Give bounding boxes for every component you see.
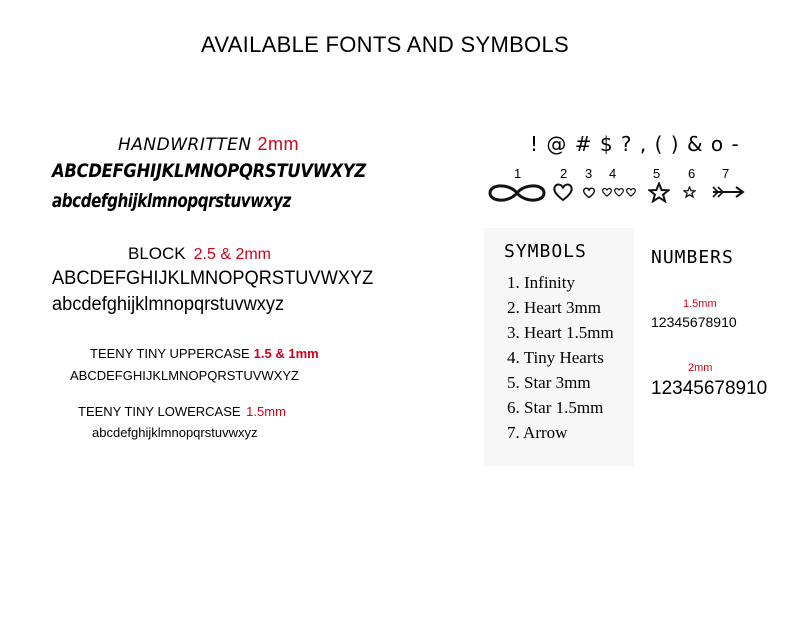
- infinity-icon: [486, 180, 548, 206]
- numbers-large-size: 2mm: [688, 362, 713, 374]
- numbers-large-sample: 12345678910: [651, 378, 768, 399]
- symbol-item-star-3mm: 5. Star 3mm: [507, 373, 591, 392]
- tiny-hearts-icon: [601, 186, 637, 199]
- handwritten-heading: [118, 134, 299, 155]
- teeny-upper-heading: [90, 346, 319, 361]
- page-title: AVAILABLE FONTS AND SYMBOLS: [201, 32, 569, 57]
- symbol-item-star-1-5mm: 6. Star 1.5mm: [507, 398, 604, 417]
- handwritten-uppercase-sample: ABCDEFGHIJKLMNOPQRSTUVWXYZ: [52, 160, 367, 182]
- block-size: 2.5 & 2mm: [193, 246, 271, 263]
- symbol-item-heart-3mm: 2. Heart 3mm: [507, 298, 601, 317]
- symbol-number-1: 1: [514, 166, 522, 181]
- symbol-number-3: 3: [585, 166, 593, 181]
- teeny-lower-sample: abcdefghijklmnopqrstuvwxyz: [92, 425, 258, 440]
- small-heart-icon: [582, 186, 596, 199]
- symbol-number-4: 4: [609, 166, 617, 181]
- symbol-item-arrow: 7. Arrow: [507, 423, 568, 442]
- teeny-upper-sample: ABCDEFGHIJKLMNOPQRSTUVWXYZ: [70, 368, 299, 383]
- block-uppercase-sample: ABCDEFGHIJKLMNOPQRSTUVWXYZ: [52, 268, 374, 289]
- handwritten-label: HANDWRITTEN: [118, 135, 252, 155]
- teeny-upper-size: 1.5 & 1mm: [253, 346, 319, 361]
- symbol-item-heart-1-5mm: 3. Heart 1.5mm: [507, 323, 614, 342]
- symbol-item-tiny-hearts: 4. Tiny Hearts: [507, 348, 604, 367]
- teeny-lower-heading: [78, 404, 286, 419]
- symbol-number-5: 5: [653, 166, 661, 181]
- heart-icon: [552, 181, 574, 203]
- teeny-upper-label: TEENY TINY UPPERCASE: [90, 346, 250, 361]
- symbol-number-2: 2: [560, 166, 568, 181]
- teeny-lower-label: TEENY TINY LOWERCASE: [78, 404, 241, 419]
- symbol-item-infinity: 1. Infinity: [507, 273, 575, 292]
- numbers-small-sample: 12345678910: [651, 314, 737, 330]
- block-heading: [128, 244, 271, 264]
- block-label: BLOCK: [128, 244, 186, 263]
- star-icon: [648, 182, 670, 203]
- block-lowercase-sample: abcdefghijklmnopqrstuvwxyz: [52, 294, 285, 315]
- small-star-icon: [683, 186, 696, 198]
- handwritten-size: 2mm: [257, 134, 299, 154]
- special-characters: ! @ # $ ? , ( ) & o -: [530, 132, 740, 156]
- symbol-number-6: 6: [688, 166, 696, 181]
- teeny-lower-size: 1.5mm: [246, 404, 286, 419]
- symbol-number-7: 7: [722, 166, 730, 181]
- arrow-icon: [710, 184, 746, 200]
- numbers-heading: NUMBERS: [651, 247, 734, 268]
- numbers-small-size: 1.5mm: [683, 298, 717, 310]
- handwritten-lowercase-sample: abcdefghijklmnopqrstuvwxyz: [52, 190, 291, 212]
- symbols-heading: SYMBOLS: [504, 241, 587, 262]
